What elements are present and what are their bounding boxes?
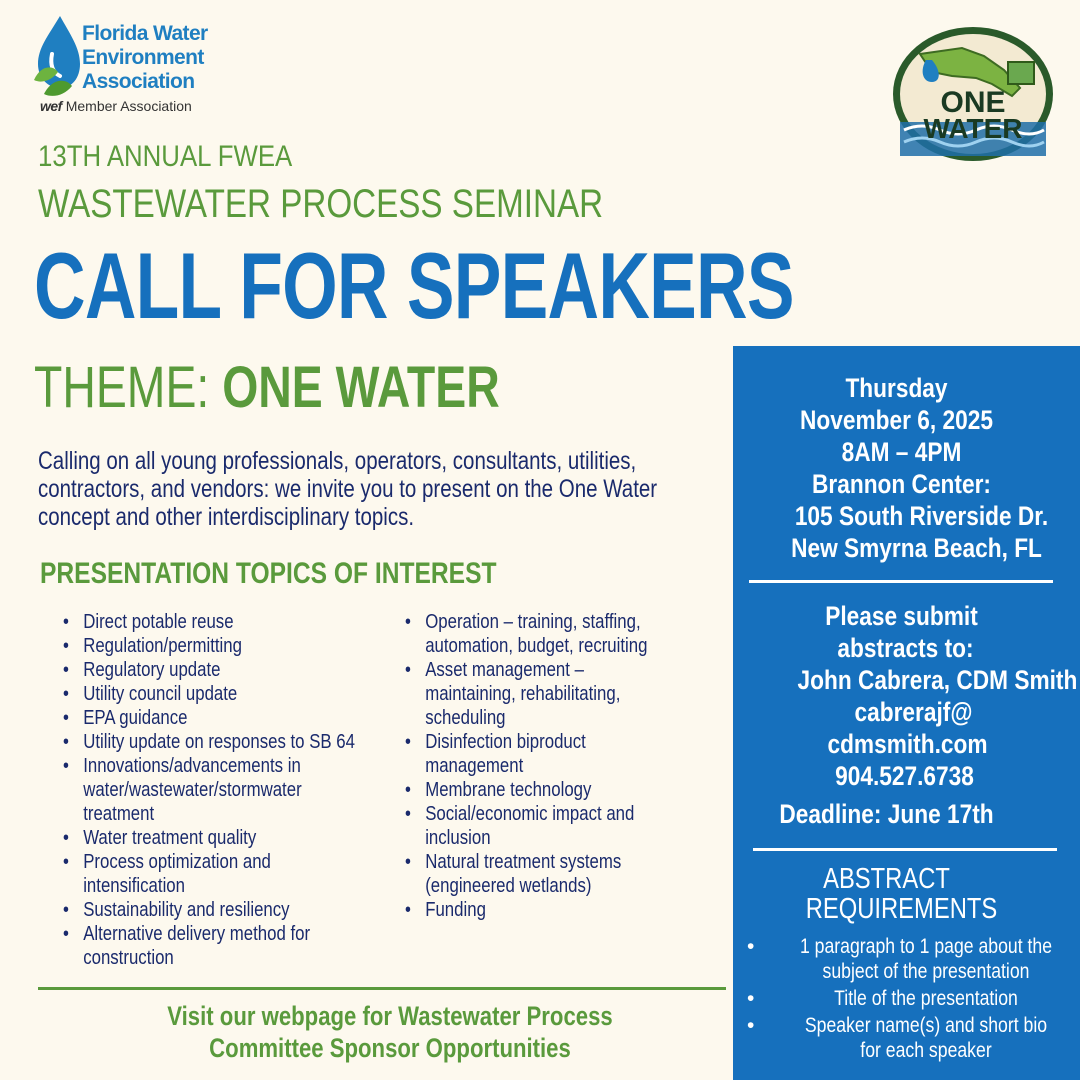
topic-item: • Disinfection biproduct management bbox=[400, 730, 618, 778]
org-name-line2: Environment bbox=[82, 46, 204, 69]
page-title: CALL FOR SPEAKERS bbox=[34, 233, 794, 338]
submit-contact: John Cabrera, CDM Smith bbox=[797, 665, 1078, 695]
topic-item: • Natural treatment systems (engineered wetlands) bbox=[400, 850, 669, 898]
badge-water-text: WATER bbox=[923, 113, 1023, 144]
panel-divider bbox=[753, 848, 1057, 851]
submit-email-part1[interactable]: cabrerajf@ bbox=[854, 697, 973, 727]
topic-item: • Social/economic impact and inclusion bbox=[400, 802, 669, 850]
topic-item: • Direct potable reuse bbox=[58, 610, 377, 634]
topics-heading: PRESENTATION TOPICS OF INTEREST bbox=[40, 557, 497, 590]
event-date: November 6, 2025 bbox=[800, 405, 993, 435]
org-name-line3: Association bbox=[82, 70, 195, 93]
event-city: New Smyrna Beach, FL bbox=[791, 533, 1042, 563]
requirement-item bbox=[747, 1013, 1077, 1063]
member-association-text: Member Association bbox=[65, 98, 192, 114]
abstract-heading bbox=[733, 864, 1080, 924]
event-venue: Brannon Center: bbox=[812, 469, 991, 499]
topic-item: • Alternative delivery method for construction bbox=[58, 922, 335, 970]
abstract-heading-line2: REQUIREMENTS bbox=[805, 893, 998, 925]
theme-line bbox=[34, 352, 500, 424]
org-name bbox=[82, 22, 208, 94]
event-info-panel bbox=[733, 346, 1080, 1080]
wef-member-line bbox=[40, 98, 192, 114]
requirement-item bbox=[747, 986, 1077, 1011]
topics-list-right bbox=[400, 610, 702, 922]
panel-divider bbox=[749, 580, 1053, 583]
topic-item: • Sustainability and resiliency bbox=[58, 898, 377, 922]
deadline-text: Deadline: June 17th bbox=[779, 799, 994, 829]
topic-item: • Regulatory update bbox=[58, 658, 377, 682]
badge-one-text: ONE bbox=[940, 86, 1006, 119]
fwea-logo bbox=[30, 14, 270, 124]
seminar-kicker: 13TH ANNUAL FWEA bbox=[38, 140, 293, 173]
submit-line2: abstracts to: bbox=[837, 633, 974, 663]
event-details bbox=[733, 372, 1080, 564]
topic-item: • Regulation/permitting bbox=[58, 634, 377, 658]
divider bbox=[38, 987, 726, 990]
topic-item: • EPA guidance bbox=[58, 706, 377, 730]
abstract-heading-line1: ABSTRACT bbox=[823, 863, 950, 895]
deadline bbox=[733, 798, 1080, 830]
theme-value: ONE WATER bbox=[222, 355, 500, 420]
topics-list-left bbox=[58, 610, 377, 970]
intro-paragraph: Calling on all young professionals, operators, consultants, utilities, contractors, and vendors: we invite you to present on the One Water concept and other interdisciplinary topics. bbox=[38, 447, 658, 531]
requirement-text: • Speaker name(s) and short bio for each speaker bbox=[804, 1014, 1048, 1062]
event-day: Thursday bbox=[845, 373, 948, 403]
wef-mark: wef bbox=[40, 98, 62, 114]
sponsor-cta-line1: Visit our webpage for Wastewater Process bbox=[167, 1001, 613, 1031]
sponsor-cta[interactable] bbox=[0, 1000, 780, 1064]
topic-item: • Membrane technology bbox=[400, 778, 702, 802]
submit-phone: 904.527.6738 bbox=[835, 761, 974, 791]
one-water-emblem-icon bbox=[892, 26, 1054, 162]
seminar-title: WASTEWATER PROCESS SEMINAR bbox=[38, 182, 604, 226]
theme-label: THEME: bbox=[34, 355, 223, 420]
submit-email-part2[interactable]: cdmsmith.com bbox=[827, 729, 988, 759]
topic-item: • Utility council update bbox=[58, 682, 377, 706]
topic-item: • Operation – training, staffing, automation, budget, recruiting bbox=[400, 610, 669, 658]
requirement-item bbox=[747, 934, 1077, 984]
requirement-text: • 1 paragraph to 1 page about the subject of the presentation bbox=[799, 935, 1053, 983]
topic-item: • Utility update on responses to SB 64 bbox=[58, 730, 377, 754]
submission-details bbox=[733, 600, 1080, 792]
water-drop-icon bbox=[30, 14, 82, 110]
event-time: 8AM – 4PM bbox=[841, 437, 962, 467]
one-water-badge bbox=[892, 26, 1054, 162]
topic-item: • Funding bbox=[400, 898, 702, 922]
abstract-requirements-list bbox=[747, 934, 1077, 1065]
submit-line1: Please submit bbox=[825, 601, 978, 631]
topic-item: • Process optimization and intensification bbox=[58, 850, 310, 898]
topic-item: • Asset management – maintaining, rehabilitating, scheduling bbox=[400, 658, 652, 730]
event-street: 105 South Riverside Dr. bbox=[794, 501, 1049, 531]
sponsor-cta-line2: Committee Sponsor Opportunities bbox=[209, 1033, 571, 1063]
org-name-line1: Florida Water bbox=[82, 22, 208, 45]
topic-item: • Water treatment quality bbox=[58, 826, 377, 850]
requirement-text: • Title of the presentation bbox=[834, 987, 1018, 1010]
topic-item: • Innovations/advancements in water/wastewater/stormwater treatment bbox=[58, 754, 327, 826]
